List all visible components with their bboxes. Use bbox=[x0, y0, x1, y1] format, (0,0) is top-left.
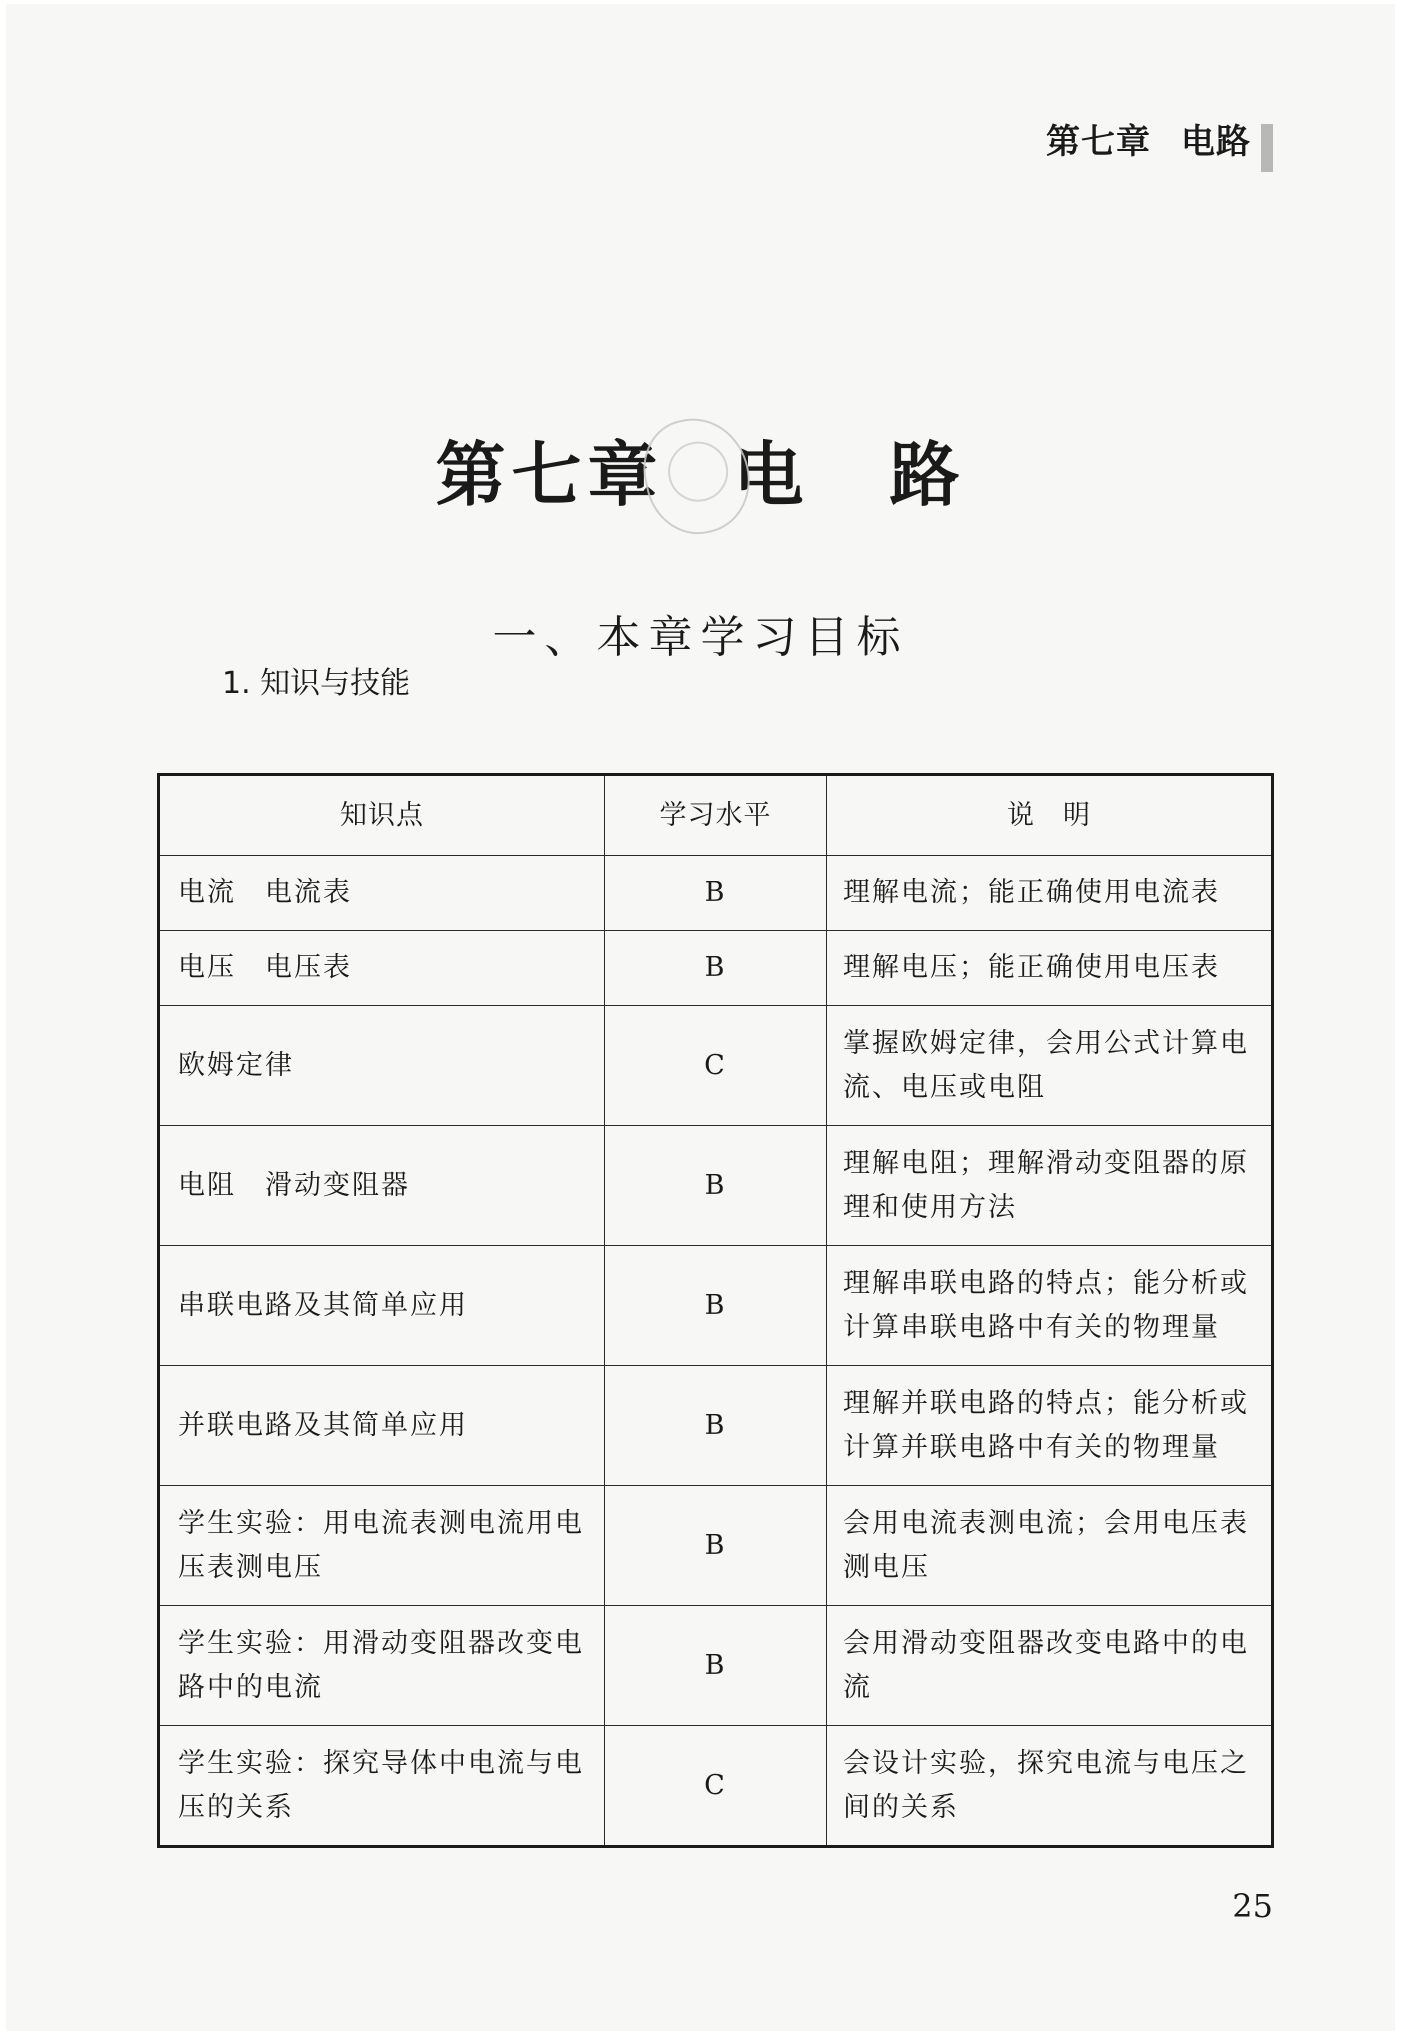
cell-level: B bbox=[605, 856, 827, 931]
table-row bbox=[159, 1126, 1273, 1246]
cell-note: 理解电压；能正确使用电压表 bbox=[827, 931, 1273, 1006]
cell-level: B bbox=[605, 1246, 827, 1366]
cell-note: 理解电阻；理解滑动变阻器的原理和使用方法 bbox=[827, 1126, 1273, 1246]
cell-topic: 电压 电压表 bbox=[159, 931, 605, 1006]
section-title: 一、本章学习目标 bbox=[492, 612, 909, 663]
cell-topic: 学生实验：用电流表测电流用电压表测电压 bbox=[159, 1486, 605, 1606]
column-header-level: 学习水平 bbox=[605, 775, 827, 856]
cell-level: B bbox=[605, 1366, 827, 1486]
page-number: 25 bbox=[1232, 1887, 1273, 1925]
cell-topic: 电阻 滑动变阻器 bbox=[159, 1126, 605, 1246]
column-header-note: 说 明 bbox=[827, 775, 1273, 856]
cell-topic: 欧姆定律 bbox=[159, 1006, 605, 1126]
cell-level: C bbox=[605, 1726, 827, 1847]
table-row bbox=[159, 1006, 1273, 1126]
cell-note: 理解并联电路的特点；能分析或计算并联电路中有关的物理量 bbox=[827, 1366, 1273, 1486]
chapter-title-word-2: 路 bbox=[889, 433, 966, 516]
header-side-bar bbox=[1261, 124, 1273, 172]
chapter-title-word-1: 电 bbox=[733, 433, 810, 516]
stamp-inner-ring bbox=[663, 436, 734, 507]
cell-topic: 学生实验：探究导体中电流与电压的关系 bbox=[159, 1726, 605, 1847]
cell-note: 理解串联电路的特点；能分析或计算串联电路中有关的物理量 bbox=[827, 1246, 1273, 1366]
cell-level: C bbox=[605, 1006, 827, 1126]
running-header-topic: 电路 bbox=[1181, 122, 1251, 162]
table-header-row bbox=[159, 775, 1273, 856]
cell-note: 理解电流；能正确使用电流表 bbox=[827, 856, 1273, 931]
cell-topic: 并联电路及其简单应用 bbox=[159, 1366, 605, 1486]
chapter-title-number: 第七章 bbox=[435, 433, 664, 516]
running-header bbox=[1046, 118, 1251, 166]
cell-level: B bbox=[605, 1486, 827, 1606]
cell-level: B bbox=[605, 931, 827, 1006]
table-row bbox=[159, 1606, 1273, 1726]
cell-topic: 串联电路及其简单应用 bbox=[159, 1246, 605, 1366]
cell-level: B bbox=[605, 1606, 827, 1726]
table-row bbox=[159, 1366, 1273, 1486]
cell-note: 掌握欧姆定律，会用公式计算电流、电压或电阻 bbox=[827, 1006, 1273, 1126]
subsection-title: 1. 知识与技能 bbox=[222, 666, 411, 701]
cell-note: 会设计实验，探究电流与电压之间的关系 bbox=[827, 1726, 1273, 1847]
learning-goals-table bbox=[157, 773, 1274, 1848]
table-row bbox=[159, 931, 1273, 1006]
cell-topic: 电流 电流表 bbox=[159, 856, 605, 931]
table-row bbox=[159, 1726, 1273, 1847]
cell-level: B bbox=[605, 1126, 827, 1246]
table-row bbox=[159, 1486, 1273, 1606]
running-header-chapter: 第七章 bbox=[1046, 122, 1151, 162]
column-header-topic: 知识点 bbox=[159, 775, 605, 856]
cell-note: 会用电流表测电流；会用电压表测电压 bbox=[827, 1486, 1273, 1606]
table-row bbox=[159, 856, 1273, 931]
cell-note: 会用滑动变阻器改变电路中的电流 bbox=[827, 1606, 1273, 1726]
cell-topic: 学生实验：用滑动变阻器改变电路中的电流 bbox=[159, 1606, 605, 1726]
table-row bbox=[159, 1246, 1273, 1366]
